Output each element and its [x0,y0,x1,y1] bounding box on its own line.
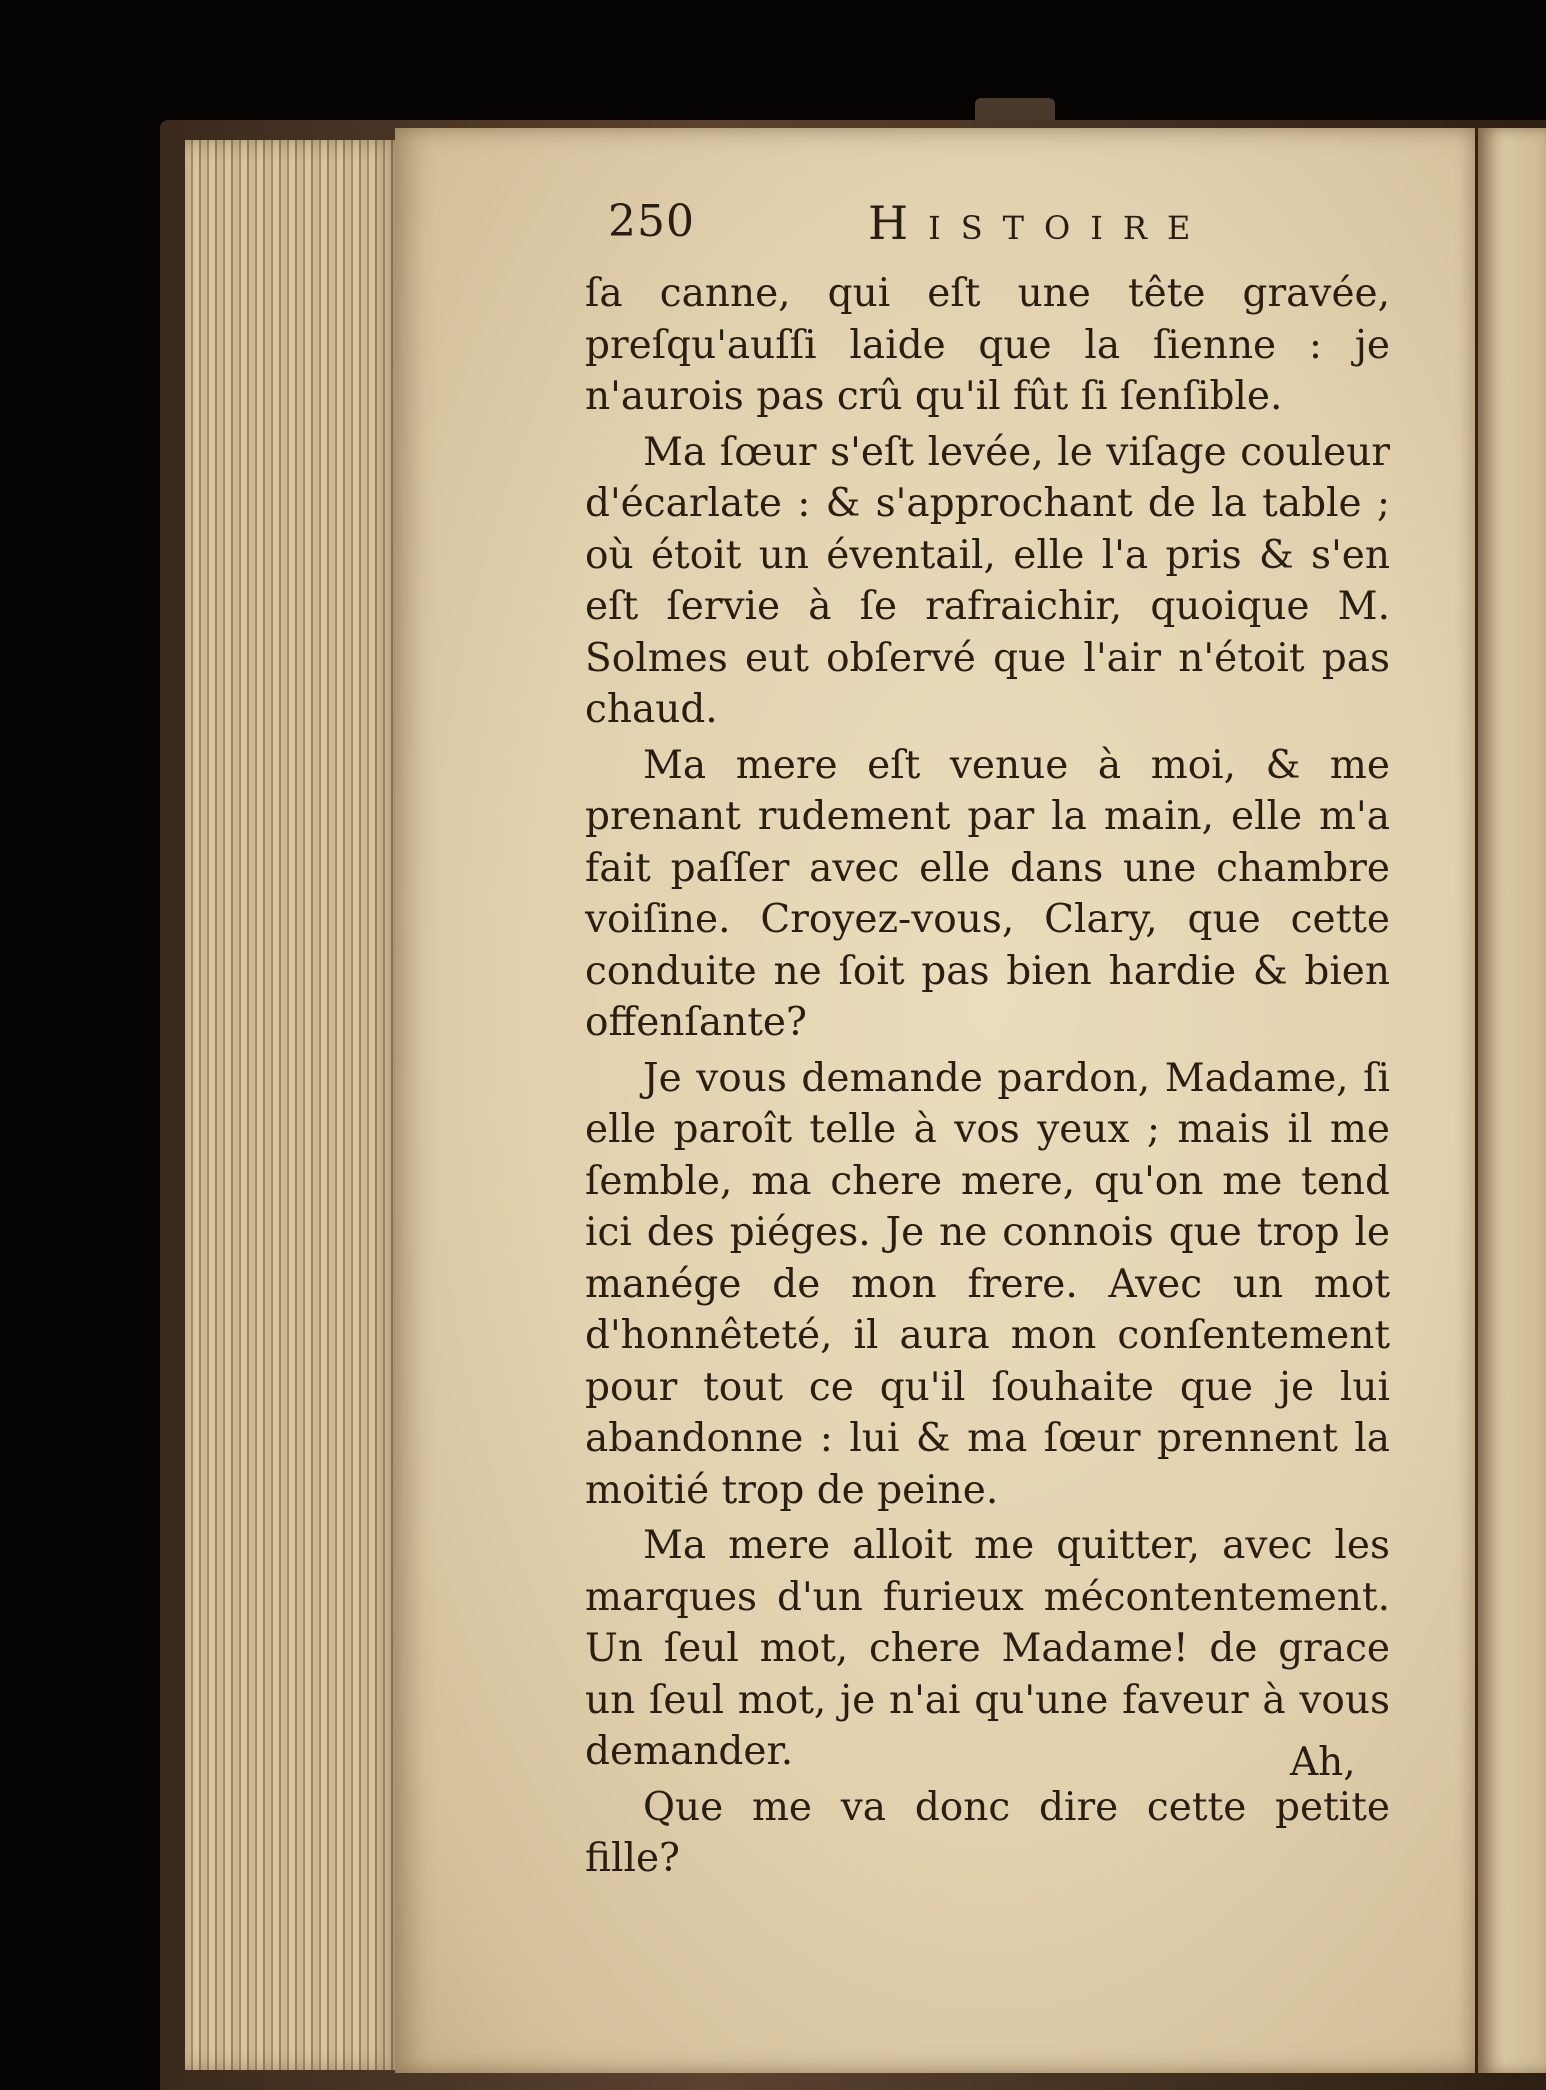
spine-top [975,98,1055,120]
page-header [608,196,1211,256]
facing-page-edge [1478,128,1546,2073]
running-head: Histoire [868,196,1211,250]
page-number: 250 [608,196,695,247]
catchword: Ah, [1290,1740,1356,1785]
page-text [585,268,1390,1885]
page-edges [185,140,400,2070]
paragraph-4: Je vous demande pardon, Madame, ſi elle paroît telle à vos yeux ; mais il me ſemble, ma chere mere, qu'on me tend ici des piéges. Je ne connois que trop le manége de mon frere. Avec un mot d'honnêteté, il aura mon conſentement pour tout ce qu'il ſouhaite que je lui abandonne : lui & ma ſœur prennent la moitié trop de peine. [585,1055,1390,1513]
paragraph-6: Que me va donc dire cette petite fille? [585,1784,1390,1881]
paragraph-1: ſa canne, qui eſt une tête gravée, preſqu'auſſi laide que la ſienne : je n'aurois pas crû qu'il fût ſi ſenſible. [585,271,1390,419]
paragraph-2: Ma ſœur s'eſt levée, le viſage couleur d'écarlate : & s'approchant de la table ; où étoit un éventail, elle l'a pris & s'en eſt ſervie à ſe rafraichir, quoique M. Solmes eut obſervé que l'air n'étoit pas chaud. [585,429,1390,732]
paragraph-5: Ma mere alloit me quitter, avec les marques d'un furieux mécontentement. Un ſeul mot, chere Madame! de grace un ſeul mot, je n'ai qu'une faveur à vous demander. [585,1523,1390,1774]
paragraph-3: Ma mere eſt venue à moi, & me prenant rudement par la main, elle m'a fait paſſer avec elle dans une chambre voiſine. Croyez-vous, Clary, que cette conduite ne ſoit pas bien hardie & bien offenſante? [585,742,1390,1045]
